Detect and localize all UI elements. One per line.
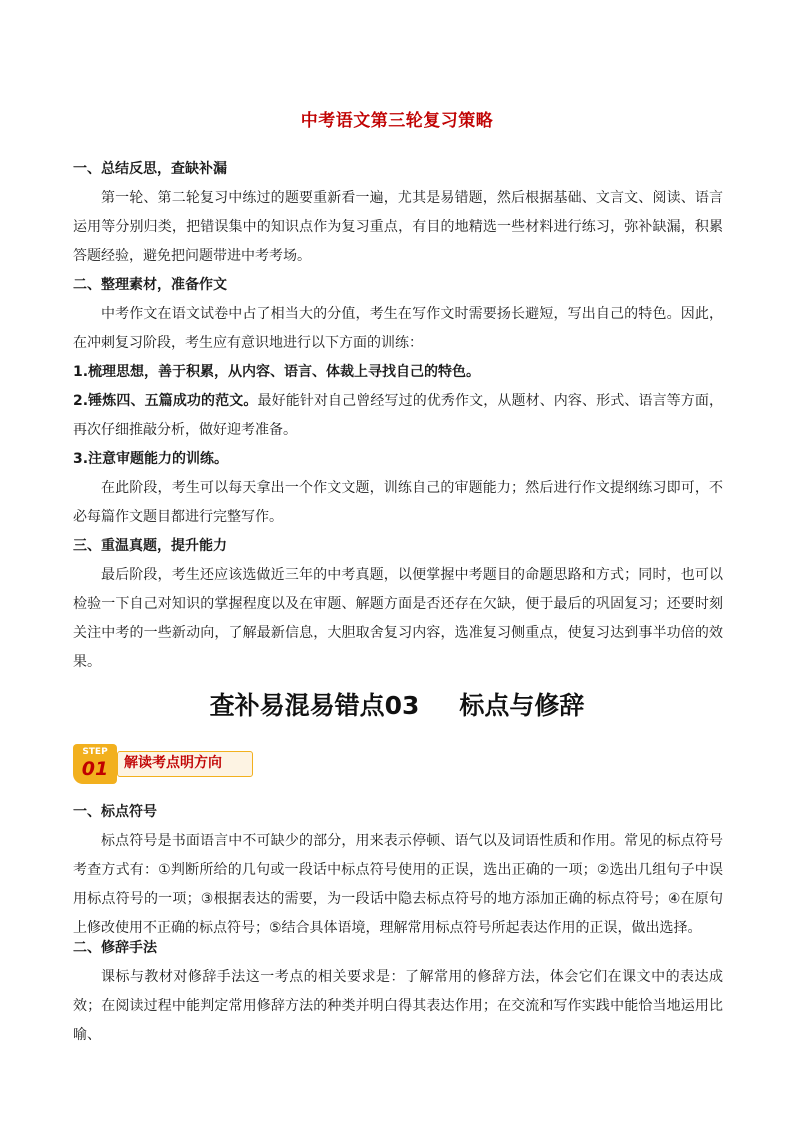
section-heading-1: 一、总结反思，查缺补漏	[73, 161, 227, 177]
section-1-paragraph: 第一轮、第二轮复习中练过的题要重新看一遍，尤其是易错题，然后根据基础、文言文、阅读、语言运用等分别归类，把错误集中的知识点作为复习重点，有目的地精选一些材料进行练习，弥补缺漏，积累答题经验，避免把问题带进中考考场。	[73, 190, 723, 264]
item-2-bold: 2.锤炼四、五篇成功的范文。	[73, 393, 258, 409]
step-label: 解读考点明方向	[117, 751, 253, 777]
rhetoric-paragraph: 课标与教材对修辞手法这一考点的相关要求是：了解常用的修辞方法，体会它们在课文中的表达成效；在阅读过程中能判定常用修辞方法的种类并明白得其表达作用；在交流和写作实践中能恰当地运用比喻、	[73, 969, 723, 1043]
punctuation-paragraph: 标点符号是书面语言中不可缺少的部分，用来表示停顿、语气以及词语性质和作用。常见的标点符号考查方式有：①判断所给的几句或一段话中标点符号使用的正误，选出正确的一项；②选出几组句子中误用标点符号的一项；③根据表达的需要，为一段话中隐去标点符号的地方添加正确的标点符号；④在原句上修改使用不正确的标点符号；⑤结合具体语境，理解常用标点符号所起表达作用的正误，做出选择。	[73, 833, 723, 936]
page-title: 中考语文第三轮复习策略	[300, 111, 494, 131]
section-2-paragraph-2: 在此阶段，考生可以每天拿出一个作文文题，训练自己的审题能力；然后进行作文提纲练习即可，不必每篇作文题目都进行完整写作。	[73, 480, 723, 525]
step-badge	[73, 744, 117, 784]
item-2	[73, 387, 723, 445]
step-number: 01	[81, 758, 109, 780]
step-banner	[73, 744, 258, 784]
item-3: 3.注意审题能力的训练。	[73, 451, 229, 467]
step-word: STEP	[82, 747, 108, 757]
section-heading-3: 三、重温真题，提升能力	[73, 538, 227, 554]
section-2-paragraph: 中考作文在语文试卷中占了相当大的分值，考生在写作文时需要扬长避短，写出自己的特色。因此，在冲刺复习阶段，考生应有意识地进行以下方面的训练：	[73, 306, 723, 351]
item-1: 1.梳理思想，善于积累，从内容、语言、体裁上寻找自己的特色。	[73, 364, 481, 380]
punctuation-heading: 一、标点符号	[73, 804, 157, 820]
topic-title	[0, 686, 794, 722]
section-3-paragraph: 最后阶段，考生还应该选做近三年的中考真题，以便掌握中考题目的命题思路和方式；同时，也可以检验一下自己对知识的掌握程度以及在审题、解题方面是否还存在欠缺，便于最后的巩固复习；还要时刻关注中考的一些新动向，了解最新信息，大胆取舍复习内容，选准复习侧重点，使复习达到事半功倍的效果。	[73, 567, 723, 670]
topic-title-right: 标点与修辞	[459, 691, 585, 720]
rhetoric-heading: 二、修辞手法	[73, 940, 157, 956]
item-2-text: 最好能针对自己曾经写过的优秀作文，从题材、内容、形式、语言等方面，再次仔细推敲分析，做好迎考准备。	[73, 393, 724, 438]
topic-title-left: 查补易混易错点03	[209, 691, 420, 720]
section-heading-2: 二、整理素材，准备作文	[73, 277, 227, 293]
